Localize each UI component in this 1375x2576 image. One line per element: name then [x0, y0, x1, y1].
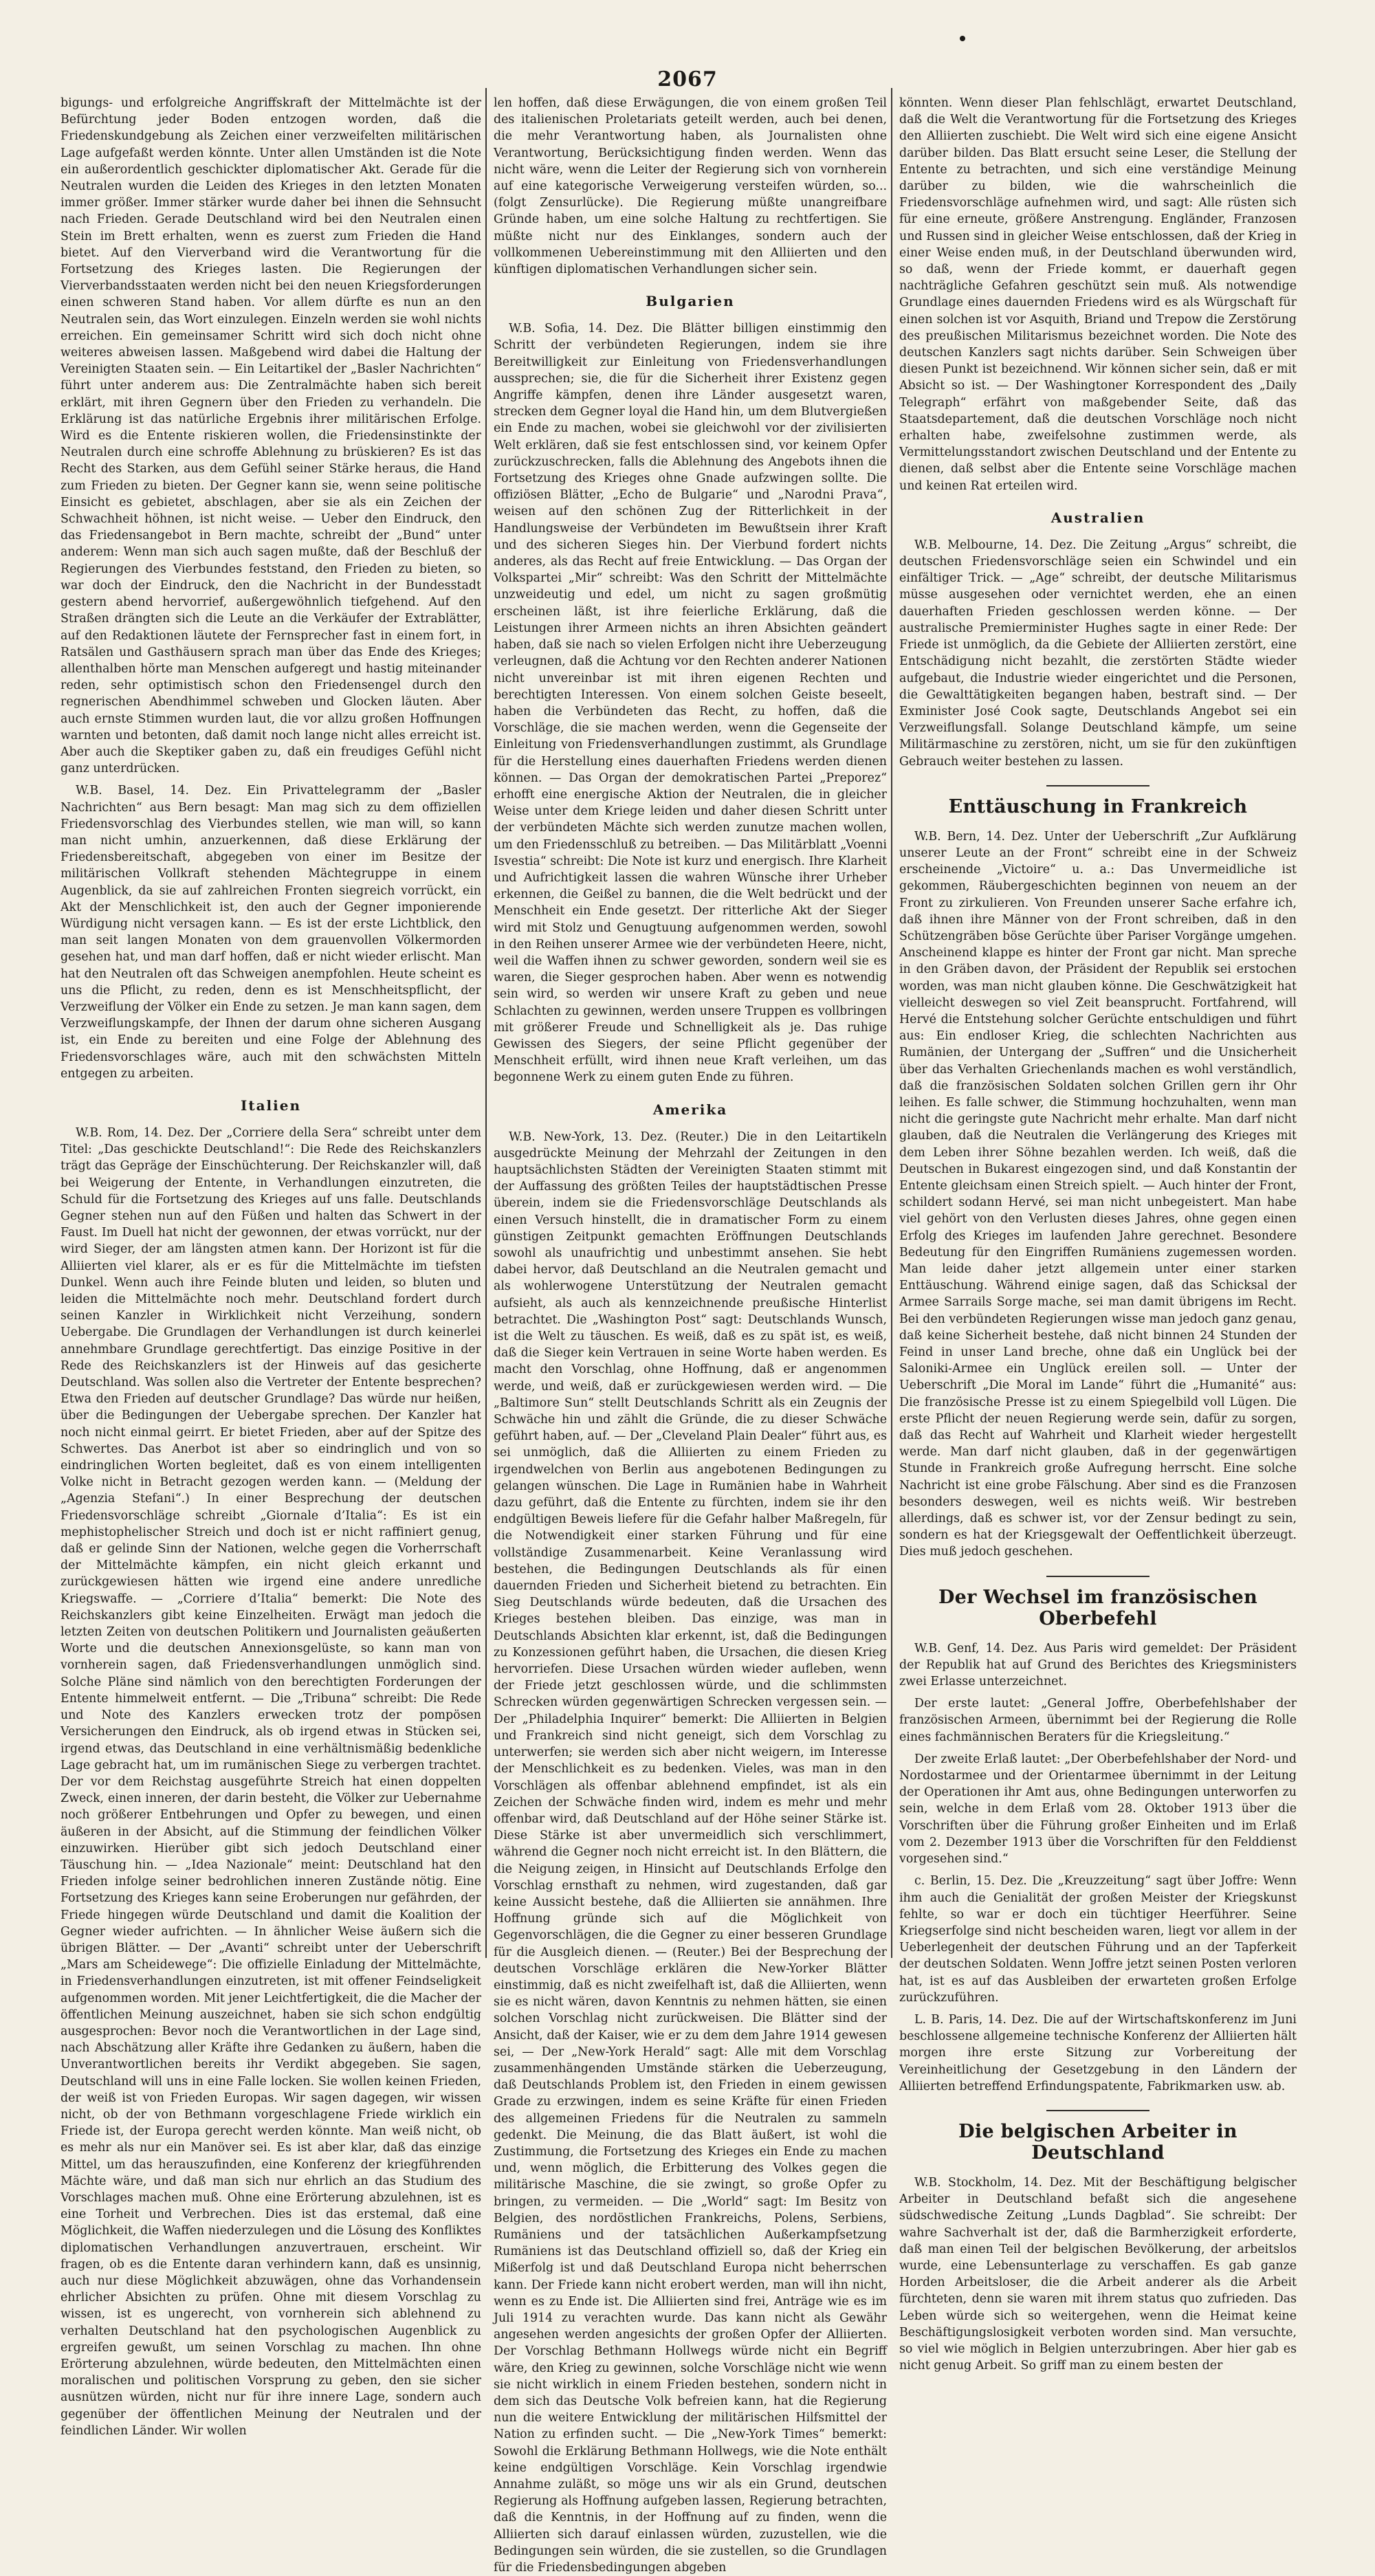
- headline-arbeiter: Die belgischen Arbeiter in Deutschland: [958, 2120, 1238, 2164]
- section-heading-australien: Australien: [1050, 509, 1145, 526]
- article-genf-erlass-1: Der erste lautet: „General Joffre, Oberbefehlshaber der französischen Armeen, übernimmt bei der Regierung die Rolle eines fachmännischen Beraters für die Kriegsleitung.“: [899, 1697, 1297, 1744]
- article-berlin: c. Berlin, 15. Dez. Die „Kreuzzeitung“ sagt über Joffre: Wenn ihm auch die Genialität der großen Meister der Kriegskunst fehlte, so war er doch ein tüchtiger Heerführer. Seine Kriegserfolge sind nicht bescheiden waren, liegt vor allem in der Ueberlegenheit der deutschen Führung und an der Tapferkeit der deutschen Soldaten. Wenn Joffre jetzt seinen Posten verloren hat, ist es auf das Ausbleiben der erwarteten großen Erfolge zurückzuführen.: [899, 1874, 1297, 2005]
- column-rule-1: [485, 88, 487, 1958]
- article-basel: W.B. Basel, 14. Dez. Ein Privattelegramm der „Basler Nachrichten“ aus Bern besagt: Man mag sich zu dem offiziellen Friedensvorschlag des Vierbundes stellen, wie man will, so kann man nicht umhin, anzuerkennen, daß diese Erklärung der Friedensbereitschaft, abgegeben von einer im Besitze der militärischen Vollkraft stehenden Mächtegruppe in einem Augenblick, da sie auf zahlreichen Fronten siegreich vorrückt, ein Akt der Menschlichkeit ist, den auch der Gegner imponierende Würdigung nicht versagen kann. — Es ist der erste Lichtblick, den man seit langen Monaten von dem grauenvollen Völkermorden gesehen hat, und man darf hoffen, daß er nicht wieder erlischt. Man hat den Neutralen oft das Schweigen anempfohlen. Heute scheint es uns die Pflicht, zu reden, denn es ist Menschheitspflicht, der Verzweiflung der Völker ein Ende zu setzen. Je man kann sagen, dem Verzweiflungskampfe, der Ihnen der darum ohne sicheren Ausgang ist, ein Ende zu bereiten und eine Folge der Ablehnung des Friedensvorschlages wäre, auch mit den schwächsten Mitteln entgegen zu arbeiten.: [60, 784, 481, 1081]
- divider: [1046, 1576, 1150, 1577]
- article-melbourne: W.B. Melbourne, 14. Dez. Die Zeitung „Argus“ schreibt, die deutschen Friedensvorschläge seien ein Schwindel und ein einfältiger Trick. — „Age“ schreibt, der deutsche Militarismus müsse ausgesehen oder vernichtet werden, ehe an einen dauerhaften Frieden geschlossen werden könne. — Der australische Premierminister Hughes sagte in einer Rede: Der Friede ist unmöglich, da die Gebiete der Alliierten zerstört, eine Entschädigung nicht bezahlt, die zerstörten Städte wieder aufgebaut, die Industrie wieder eingerichtet und die Personen, die Gewalttätigkeiten begangen haben, bestraft sind. — Der Exminister José Cook sagte, Deutschlands Angebot sei ein Verzweiflungsfall. Solange Deutschland kämpfe, um seine Militärmaschine zu zerstören, nicht, um sie für den zukünftigen Gebrauch weiter bestehen zu lassen.: [899, 538, 1297, 769]
- column-3: [899, 95, 1297, 2373]
- section-heading-amerika: Amerika: [652, 1101, 728, 1118]
- column-rule-2: [891, 88, 892, 1958]
- article-genf: W.B. Genf, 14. Dez. Aus Paris wird gemeldet: Der Präsident der Republik hat auf Grund des Berichtes des Kriegsministers zwei Erlasse unterzeichnet.: [899, 1641, 1297, 1689]
- article-bern: W.B. Bern, 14. Dez. Unter der Ueberschrift „Zur Aufklärung unserer Leute an der Front“ schreibt eine in der Schweiz erscheinende „Victoire“ u. a.: Das Unvermeidliche ist gekommen, Räubergeschichten beginnen von neuem an der Front zu zirkulieren. Von Freunden unserer Sache erfahre ich, daß ihnen ihre Männer von der Front schreiben, daß in den Schützengräben böse Gerüchte über Pariser Vorgänge umgehen. Anscheinend klappe es hinter der Front gar nicht. Man spreche in den Gräben davon, der Präsident der Republik sei erstochen worden, was man nicht glauben könne. Die Geschwätzigkeit hat vielleicht deswegen so viel Zeit beansprucht. Fortfahrend, will Hervé die Entstehung solcher Gerüchte entschuldigen und führt aus: Ein endloser Krieg, die schlechten Nachrichten aus Rumänien, der Untergang der „Suffren“ und die Unsicherheit über das Verhalten Griechenlands machen es wohl verständlich, daß die französischen Soldaten solchen Grillen gern ihr Ohr leihen. Es falle schwer, die Stimmung hochzuhalten, wenn man nicht die geringste gute Nachricht mehr erhalte. Man darf nicht glauben, daß die Neutralen die Verlängerung des Krieges mit dem Leben ihrer Söhne bezahlen werden. Ich weiß, daß die Deutschen in Bukarest eingezogen sind, und daß Konstantin der Entente gleichsam einen Streich spielt. — Auch hinter der Front, schildert sodann Hervé, sei man nicht unbegeistert. Man habe viel gehört von den Verlusten dieses Jahres, ohne gegen einen Erfolg des Krieges im laufenden Jahre gerechnet. Besondere Bedeutung für den Eingriffen Rumäniens zugemessen worden. Man leide daher jetzt allgemein unter einer starken Enttäuschung. Während einige sagen, daß das Schicksal der Armee Sarrails Sorge mache, sei man damit übrigens im Recht. Bei den verbündeten Regierungen wisse man jedoch ganz genau, daß keine Sicherheit bestehe, daß nicht binnen 24 Stunden der Feind in unser Land breche, ohne daß ein Unglück bei der Saloniki-Armee ein Unglück ereilen soll. — Unter der Ueberschrift „Die Moral im Lande“ führt die „Humanité“ aus: Die französische Presse ist zu einem Spiegelbild voll Lügen. Die erste Pflicht der neuen Regierung werde sein, dafür zu sorgen, daß das Recht auf Wahrheit und Klarheit wieder hergestellt werde. Man darf nicht glauben, daß in der gegenwärtigen Stunde in Frankreich große Aufregung herrscht. Eine solche Nachricht ist eine grobe Fälschung. Aber sind es die Franzosen besonders deswegen, weil es nichts weiß. Wir bestreben allerdings, daß es schwer ist, vor der Zensur bedingt zu sein, sondern es hat der Kriegsgewalt der Oeffentlichkeit überzeugt. Dies muß jedoch geschehen.: [899, 829, 1297, 1559]
- divider: [1046, 2110, 1150, 2111]
- headline-enttaeuschung: Enttäuschung in Frankreich: [948, 795, 1248, 817]
- page-mark: [960, 36, 965, 41]
- article-sofia: W.B. Sofia, 14. Dez. Die Blätter billigen einstimmig den Schritt der verbündeten Regierungen, indem sie ihre Bereitwilligkeit zur Einleitung von Friedensverhandlungen aussprechen; sie, die für die Sicherheit ihrer Existenz gegen Angriffe kämpfen, denen ihre Länder ausgesetzt waren, strecken dem Gegner loyal die Hand hin, um dem Blutvergießen ein Ende zu machen, wobei sie gleichwohl vor der zivilisierten Welt erklären, daß sie fest entschlossen sind, vor keinem Opfer zurückzuschrecken, falls die Ablehnung des Angebots ihnen die Fortsetzung des Krieges ohne Gnade aufzwingen sollte. Die offiziösen Blätter, „Echo de Bulgarie“ und „Narodni Prava“, weisen auf den schönen Zug der Ritterlichkeit in der Handlungsweise der Verbündeten im Bewußtsein ihrer Kraft und des sicheren Sieges hin. Der Vierbund fordert nichts anderes, als das Recht auf freie Entwicklung. — Das Organ der Volkspartei „Mir“ schreibt: Was den Schritt der Mittelmächte unzweideutig und edel, um nicht zu sagen großmütig erscheinen läßt, ist ihre feierliche Erklärung, daß die Leistungen ihrer Armeen nichts an ihren Absichten geändert haben, daß sie nach so vielen Erfolgen nicht ihre Ueberzeugung verleugnen, daß die Achtung vor den Rechten anderer Nationen nicht unvereinbar ist mit ihren eigenen Rechten und berechtigten Interessen. Von einem solchen Geiste beseelt, haben die Verbündeten das Recht, zu hoffen, daß die Vorschläge, die sie machen werden, wenn die Gegenseite der Einleitung von Friedensverhandlungen zustimmt, als Grundlage für die Herstellung eines dauerhaften Friedens werden dienen können. — Das Organ der demokratischen Partei „Preporez“ erhofft eine energische Aktion der Neutralen, die in gleicher Weise unter dem Kriege leiden und daher diesen Schritt unter der verbündeten Mächte sich werden zunutze machen wollen, um den Friedensschluß zu betreiben. — Das Militärblatt „Voenni Isvestia“ schreibt: Die Note ist kurz und energisch. Ihre Klarheit und Aufrichtigkeit lassen die wahren Wünsche ihrer Urheber erkennen, die Geißel zu bannen, die die Welt bedrückt und der Menschheit ein Ende gesetzt. Der ritterliche Akt der Sieger wird mit Stolz und Genugtuung aufgenommen werden, sowohl in den Reihen unserer Armee wie der verbündeten Heere, nicht, weil die Waffen ihnen zu schwer geworden, sondern weil sie es waren, die Sieger gesprochen haben. Aber wenn es notwendig sein wird, so werden wir unsere Kraft zu geben und neue Schlachten zu gewinnen, werden unsere Truppen es vollbringen mit größerer Freude und Schnelligkeit als je. Das ruhige Gewissen des Siegers, der seine Pflicht gegenüber der Menschheit erfüllt, wird ihnen neue Kraft verleihen, um das begonnene Werk zu einem guten Ende zu führen.: [494, 322, 887, 1085]
- column-1: [60, 95, 481, 2438]
- article-genf-erlass-2: Der zweite Erlaß lautet: „Der Oberbefehlshaber der Nord- und Nordostarmee und der Orientarmee übernimmt in der Leitung der Operationen ihr Amt aus, ohne Bedingungen unterworfen zu sein, welche in dem Erlaß vom 28. Oktober 1913 über die Vorschriften über die Führung großer Einheiten und im Erlaß vom 2. Dezember 1913 über die Vorschriften für den Felddienst vorgesehen sind.“: [899, 1752, 1297, 1867]
- article-stockholm: W.B. Stockholm, 14. Dez. Mit der Beschäftigung belgischer Arbeiter in Deutschland befaßt sich die angesehene südschwedische Zeitung „Lunds Dagblad“. Sie schreibt: Der wahre Sachverhalt ist der, daß die Barmherzigkeit erforderte, daß man einen Teil der belgischen Bevölkerung, der arbeitslos wurde, eine Lebensunterlage zu verschaffen. Es gab ganze Horden Arbeitsloser, die die Arbeit anderer als die Arbeit fürchteten, denn sie waren mit ihrem status quo zufrieden. Das Leben würde sich so weitergehen, wenn die Heimat keine Beschäftigungslosigkeit verboten worden sind. Man versuchte, so viel wie möglich in Belgien unterzubringen. Aber hier gab es nicht genug Arbeit. So griff man zu einem besten der: [899, 2175, 1297, 2373]
- headline-oberbefehl: Der Wechsel im französischen Oberbefehl: [938, 1586, 1258, 1629]
- article-continuation-italy: len hoffen, daß diese Erwägungen, die von einem großen Teil des italienischen Proletariats geteilt werden, auch bei denen, die mehr Verantwortung haben, als Journalisten ohne Verantwortung, Berücksichtigung finden werden. Wenn das nicht wäre, wenn die Leiter der Regierung sich von vornherein auf eine kategorische Verweigerung versteifen würden, so... (folgt Zensurlücke). Die Regierung müßte unangreifbare Gründe haben, um eine solche Haltung zu rechtfertigen. Sie müßte nicht nur des Einklanges, sondern auch der vollkommenen Uebereinstimmung mit den Alliierten und den künftigen diplomatischen Verhandlungen sicher sein.: [494, 96, 887, 277]
- section-heading-italien: Italien: [240, 1097, 301, 1114]
- article-new-york: W.B. New-York, 13. Dez. (Reuter.) Die in den Leitartikeln ausgedrückte Meinung der Mehrzahl der Zeitungen in den hauptsächlichsten Städten der Vereinigten Staaten stimmt mit der Auffassung des größten Teiles der hauptstädtischen Presse überein, indem sie die Friedensvorschläge Deutschlands als einen Versuch hinstellt, die in dramatischer Form zu einem günstigen Zeitpunkt gemachten Eröffnungen Deutschlands sowohl als unaufrichtig und unbestimmt ansehen. Sie hebt dabei hervor, daß Deutschland an die Neutralen gemacht und als wohlerwogene Unterstützung der Neutralen gemacht aufsieht, als auch als kennzeichnende preußische Hinterlist betrachtet. Die „Washington Post“ sagt: Deutschlands Wunsch, ist die Welt zu täuschen. Es weiß, daß es zu spät ist, es weiß, daß die Sieger kein Vertrauen in seine Worte haben werden. Es macht den Vorschlag, ohne Hoffnung, daß er angenommen werde, und weiß, daß er zurückgewiesen werden wird. — Die „Baltimore Sun“ stellt Deutschlands Schritt als ein Zeugnis der Schwäche hin und zählt die Gründe, die zu dieser Schwäche geführt haben, auf. — Der „Cleveland Plain Dealer“ führt aus, es sei unmöglich, daß die Alliierten zu einem Frieden zu irgendwelchen von Berlin aus angebotenen Bedingungen zu gelangen wünschen. Die Lage in Rumänien habe in Wahrheit dazu geführt, daß die Entente zu fürchten, indem sie ihr den endgültigen Beweis liefere für die Gefahr halber Maßregeln, für die Notwendigkeit einer starken Führung und für eine vollständige Zusammenarbeit. Keine Veranlassung wird bestehen, die Bedingungen Deutschlands als für einen dauernden Frieden und Sicherheit bietend zu betrachten. Ein Sieg Deutschlands würde bedeuten, daß die Ursachen des Krieges bestehen bleiben. Das einzige, was man in Deutschlands Absichten klar erkennt, ist, daß die Bedingungen zu Konzessionen geführt haben, die Ursachen, die diesen Krieg hervorriefen. Diese Ursachen würden wieder aufleben, wenn der Friede jetzt geschlossen würde, und die schlimmsten Schrecken würden gegenwärtigen Schrecken vergessen sein. — Der „Philadelphia Inquirer“ bemerkt: Die Alliierten in Belgien und Frankreich sind nicht geneigt, sich dem Vorschlag zu unterwerfen; sie werden sich aber nicht weigern, im Interesse der Menschlichkeit es zu bedenken. Vieles, was man in den Vorschlägen als offenbar ablehnend empfindet, ist als ein Zeichen der Schwäche finden wird, indem es mehr und mehr offenbar wird, daß Deutschland auf der Höhe seiner Stärke ist. Diese Stärke ist aber unvermeidlich sich verschlimmert, während die Gegner noch nicht erreicht ist. In den Blättern, die die Neigung zeigen, in Hinsicht auf Deutschlands Erfolge den Vorschlag ernsthaft zu nehmen, wird zugestanden, daß gar keine Aussicht bestehe, daß die Alliierten sie annähmen. Ihre Hoffnung gründe sich auf die Möglichkeit von Gegenvorschlägen, die die Gegner zu einer besseren Grundlage für die Ausgleich dienen. — (Reuter.) Bei der Besprechung der deutschen Vorschläge erklären die New-Yorker Blätter einstimmig, daß es nicht zweifelhaft ist, daß die Alliierten, wenn sie es nicht wären, davon Kenntnis zu nehmen hätten, sie einen solchen Vorschlag nicht zurückweisen. Die Blätter sind der Ansicht, daß der Kaiser, wie er zu dem dem Jahre 1914 gewesen sei, — Der „New-York Herald“ sagt: Alle mit dem Vorschlag zusammenhängenden Umstände stärken die Ueberzeugung, daß Deutschlands Problem ist, den Frieden in einem gewissen Grade zu erzwingen, indem es seine Kräfte für einen Frieden des allgemeinen Friedens für die Neutralen zu sammeln gedenkt. Die Meinung, die das Blatt äußert, ist wohl die Zustimmung, die Fortsetzung des Krieges ein Ende zu machen und, wenn möglich, die Erbitterung des Volkes gegen die militärische Maschine, die sie zwingt, so große Opfer zu bringen, zu vermeiden. — Die „World“ sagt: Im Besitz von Belgien, des nordöstlichen Frankreichs, Polens, Serbiens, Rumäniens und der tatsächlichen Außerkampfsetzung Rumäniens ist das Deutschland offiziell so, daß der Krieg ein Mißerfolg ist und daß Deutschland Europa nicht beherrschen kann. Der Friede kann nicht erobert werden, man will ihn nicht, wenn es zu Ende ist. Die Alliierten sind frei, Anträge wie es im Juli 1914 zu verachten wurde. Das kann nicht als Gewähr angesehen werden angesichts der großen Opfer der Alliierten. Der Vorschlag Bethmann Hollwegs würde nicht ein Begriff wäre, den Krieg zu gewinnen, solche Vorschläge nicht wie wenn sie nicht wirklich in einem Frieden bestehen, sondern nicht in dem sich das Deutsche Volk befreien kann, hat die Regierung nun die weitere Entwicklung der militärischen Hilfsmittel der Nation zu erfinden sucht. — Die „New-York Times“ bemerkt: Sowohl die Erklärung Bethmann Hollwegs, wie die Note enthält keine endgültigen Vorschläge. Kein Vorschlag irgendwie Annahme zuläßt, so möge uns wir als ein Grund, deutschen Regierung als Hoffnung aufgeben lassen, Regierung betrachten, daß die Kenntnis, in der Hoffnung auf zu finden, wenn die Alliierten sich darauf einlassen würden, zuzustellen, wie die Bedingungen sein würden, die sie zustellen, so die Grundlagen für die Friedensbedingungen abgeben: [494, 1130, 887, 2575]
- article-rom: W.B. Rom, 14. Dez. Der „Corriere della Sera“ schreibt unter dem Titel: „Das geschickte Deutschland!“: Die Rede des Reichskanzlers trägt das Gepräge der Einschüchterung. Der Reichskanzler will, daß bei Weigerung der Entente, in Verhandlungen einzutreten, die Schuld für die Fortsetzung des Krieges auf uns falle. Deutschlands Gegner stehen nun auf den Füßen und halten das Schwert in der Faust. Im Duell hat nicht der gewonnen, der etwas vorrückt, nur der wird Sieger, der am längsten atmen kann. Der Horizont ist für die Alliierten viel klarer, als er es für die Mittelmächte im tiefsten Dunkel. Wenn auch ihre Feinde bluten und leiden, so bluten und leiden die Mittelmächte noch mehr. Deutschland fordert durch seinen Kanzler in Wirklichkeit nicht Verzeihung, sondern Uebergabe. Die Grundlagen der Verhandlungen ist durch keinerlei annehmbare Grundlage gerechtfertigt. Das einzige Positive in der Rede des Reichskanzlers ist der Hinweis auf das gesicherte Deutschland. Was sollen also die Vertreter der Entente besprechen? Etwa den Frieden auf deutscher Grundlage? Das würde nur heißen, über die Bedingungen der Uebergabe sprechen. Der Kanzler hat noch nicht einmal geirrt. Er bietet Frieden, aber auf der Spitze des Schwertes. Das Anerbot ist aber so eindringlich und von so eindringlichen Worten begleitet, daß es von einem intelligenten Volke nicht in Betracht gezogen werden kann. — (Meldung der „Agenzia Stefani“.) In einer Besprechung der deutschen Friedensvorschläge schreibt „Giornale d’Italia“: Es ist ein mephistophelischer Streich und doch ist er nicht raffiniert genug, daß er gelinde Sinn der Nationen, welche gegen die Vorherrschaft der Mittelmächte kämpfen, ein nicht gleich erkannt und zurückgewiesen hätten wie irgend eine andere unredliche Kriegswaffe. — „Corriere d’Italia“ bemerkt: Die Note des Reichskanzlers gibt keine Einzelheiten. Erwägt man jedoch die letzten Zeiten von deutschen Politikern und Journalisten geäußerten Worte und die deutschen Annexionsgelüste, so kann man von vornherein sagen, daß Friedensverhandlungen unmöglich sind. Solche Pläne sind nämlich von den berechtigten Forderungen der Entente himmelweit entfernt. — Die „Tribuna“ schreibt: Die Rede und Note des Kanzlers erwecken trotz der pompösen Versicherungen den Eindruck, als ob irgend etwas in Stücken sei, irgend etwas, das Deutschland in eine verhältnismäßig bedenkliche Lage gebracht hat, um im rumänischen Siege zu verbergen trachtet. Der vor dem Reichstag ausgeführte Streich hat einen doppelten Zweck, einen inneren, der darin besteht, die Völker zur Uebernahme noch größerer Entbehrungen und Opfer zu bewegen, und einen äußeren in der Absicht, auf die Stimmung der feindlichen Völker einzuwirken. Hierüber gibt sich jedoch Deutschland einer Täuschung hin. — „Idea Nazionale“ meint: Deutschland hat den Frieden infolge seiner bedrohlichen inneren Zustände nötig. Eine Fortsetzung des Krieges kann seine Eroberungen nur gefährden, der Friede hingegen würde Deutschland und damit die Koalition der Gegner wieder aufrichten. — In ähnlicher Weise äußern sich die übrigen Blätter. — Der „Avanti“ schreibt unter der Ueberschrift „Mars am Scheidewege“: Die offizielle Einladung der Mittelmächte, in Friedensverhandlungen einzutreten, ist mit offener Feindseligkeit aufgenommen worden. Mit jener Leichtfertigkeit, die die Macher der öffentlichen Meinung auszeichnet, haben sie sich schon endgültig ausgesprochen: Bevor noch die Verantwortlichen in der Lage sind, nach Abschätzung aller Kräfte ihre Gedanken zu äußern, haben die Unverantwortlichen bereits ihr Verdikt abgegeben. Sie sagen, Deutschland will uns in eine Falle locken. Sie wollen keinen Frieden, der weiß ist von Frieden Europas. Wir sagen dagegen, wir wissen nicht, ob der von Bethmann vorgeschlagene Friede wirklich ein Friede ist, der Europa gerecht werden könnte. Man weiß nicht, ob es mehr als nur ein Manöver sei. Es ist aber klar, daß das einzige Mittel, um das herauszufinden, eine Konferenz der kriegführenden Mächte wäre, und daß man sich nur ehrlich an das Studium des Vorschlages machen muß. Ohne eine Erörterung abzulehnen, ist es eine Torheit und Verbrechen. Dies ist das erstemal, daß eine Möglichkeit, die Waffen niederzulegen und die Lösung des Konfliktes diplomatischen Verhandlungen anzuvertrauen, erscheint. Wir fragen, ob es die Entente daran verhindern kann, daß es unsinnig, auch nur diese Möglichkeit abzuwägen, ohne das Vorhandensein ehrlicher Absichten zu prüfen. Ohne mit diesem Vorschlag zu wissen, ist es ungerecht, von vornherein sich ablehnend zu verhalten Deutschland hat den psychologischen Augenblick zu ergreifen gewußt, um seinen Vorschlag zu machen. Ihn ohne Erörterung abzulehnen, würde bedeuten, den Mittelmächten einen moralischen und politischen Vorsprung zu geben, den sie sicher ausnützen würden, nicht nur für ihre innere Lage, sondern auch gegenüber der öffentlichen Meinung der Neutralen und der feindlichen Länder. Wir wollen: [60, 1125, 481, 2438]
- article-paris: L. B. Paris, 14. Dez. Die auf der Wirtschaftskonferenz im Juni beschlossene allgemeine technische Konferenz der Alliierten hält morgen ihre erste Sitzung zur Vorbereitung der Vereinheitlichung der Gesetzgebung in den Ländern der Alliierten betreffend Erfindungspatente, Fabrikmarken usw. ab.: [899, 2012, 1297, 2093]
- divider: [1046, 785, 1150, 786]
- section-heading-bulgarien: Bulgarien: [646, 293, 735, 310]
- article-continuation: bigungs- und erfolgreiche Angriffskraft der Mittelmächte ist der Befürchtung jeder Boden entzogen worden, daß die Friedenskundgebung als Zeichen einer verzweifelten militärischen Lage aufgefaßt werden könnte. Unter allen Umständen ist die Note ein außerordentlich geschickter diplomatischer Akt. Gerade für die Neutralen wurden die Leiden des Krieges in den letzten Monaten immer größer. Immer stärker wurde daher bei ihnen die Sehnsucht nach Frieden. Gerade Deutschland wird bei den Neutralen einen Stein im Brett erhalten, wenn es zuerst zum Frieden die Hand bietet. Auf den Vierverband wird die Verantwortung für die Fortsetzung des Krieges lasten. Die Regierungen der Vierverbandsstaaten werden nicht bei den neuen Kriegsforderungen einen schweren Stand haben. Vor allem dürfte es nun an den Neutralen sein, das Wort einzulegen. Einzeln werden sie wohl nichts erreichen. Ein gemeinsamer Schritt wird sich doch nicht ohne weiteres abweisen lassen. Maßgebend wird dabei die Haltung der Vereinigten Staaten sein. — Ein Leitartikel der „Basler Nachrichten“ führt unter anderem aus: Die Zentralmächte haben sich bereit erklärt, mit ihren Gegnern über den Frieden zu verhandeln. Die Erklärung ist das natürliche Ergebnis ihrer militärischen Erfolge. Wird es die Entente riskieren wollen, die Friedensinstinkte der Neutralen durch eine schroffe Ablehnung zu brüskieren? Es ist das Recht des Starken, aus dem Gefühl seiner Stärke heraus, die Hand zum Frieden zu bieten. Der Gegner kann sie, wenn seine politische Einsicht es gebietet, abschlagen, aber sie als ein Zeichen der Schwachheit höhnen, ist nicht weise. — Ueber den Eindruck, den das Friedensangebot in Bern machte, schreibt der „Bund“ unter anderem: Wenn man sich auch sagen mußte, daß der Beschluß der Regierungen des Vierbundes feststand, den Frieden zu bieten, so war doch der Eindruck, den die Nachricht in der Bundesstadt gestern abend hervorrief, außergewöhnlich tiefgehend. Auf den Straßen drängten sich die Leute an die Verkäufer der Extrablätter, auf den Redaktionen läutete der Fernsprecher fast in einem fort, in Ratsälen und Gasthäusern sprach man über das Ende des Krieges; allenthalben hörte man Menschen aufgeregt und hastig miteinander reden, sehr optimistisch schon den Friedensengel durch den regnerischen Abendhimmel schweben und Glocken läuten. Aber auch ernste Stimmen wurden laut, die vor allzu großen Hoffnungen warnten und betonten, daß damit noch lange nicht alles erreicht ist. Aber auch die Skeptiker gaben zu, daß ein freudiges Gefühl nicht ganz unterdrücken.: [60, 96, 481, 776]
- article-continuation-america: könnten. Wenn dieser Plan fehlschlägt, erwartet Deutschland, daß die Welt die Verantwortung für die Fortsetzung des Krieges den Alliierten zuschiebt. Die Welt wird sich eine eigene Ansicht darüber bilden. Das Blatt ersucht seine Leser, die Stellung der Entente zu betrachten, und sich eine verständige Meinung darüber zu bilden, wie die wahrscheinlich die Friedensvorschläge aufnehmen wird, und sagt: Alle rüsten sich für eine erneute, größere Anstrengung. Engländer, Franzosen und Russen sind in gleicher Weise entschlossen, daß der Krieg in einer Weise enden muß, in der Deutschland überwunden wird, so daß, wenn der Friede kommt, er dauerhaft gegen nachträgliche Gefahren geschützt sein muß. Als notwendige Grundlage eines dauernden Friedens wird es als Würgschaft für einen solchen ist vor Asquith, Briand und Trepow die Zerstörung des preußischen Militarismus bezeichnet worden. Die Note des deutschen Kanzlers sagt nichts darüber. Sein Schweigen über diesen Punkt ist bezeichnend. Wir können sicher sein, daß er mit Absicht so ist. — Der Washingtoner Korrespondent des „Daily Telegraph“ erfährt von maßgebender Seite, daß das Staatsdepartement, daß die deutschen Vorschläge noch nicht erhalten habe, zweifelsohne zustimmen werde, als Vermittelungsstandort zwischen Deutschland und der Entente zu dienen, daß selbst aber die Entente seine Vorschläge machen und keinen Rat erteilen wird.: [899, 96, 1297, 493]
- page-number: 2067: [657, 67, 718, 91]
- column-2: [494, 95, 887, 2575]
